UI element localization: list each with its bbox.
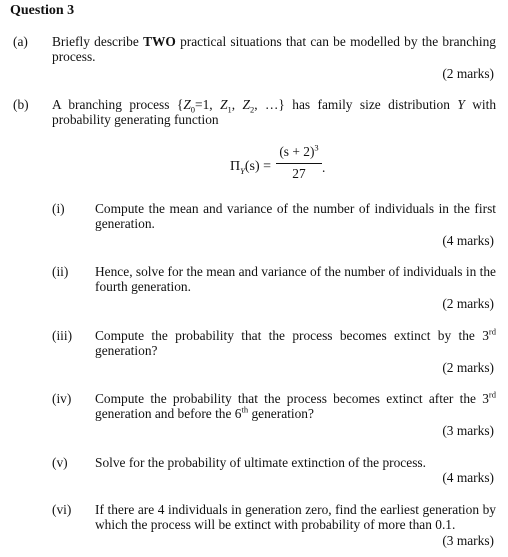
subpart-iv-sup-b: th [241, 404, 249, 415]
formula-argument: (s) = [244, 159, 272, 174]
z1-symbol: Z [220, 97, 228, 112]
pi-subscript: Y [240, 165, 245, 176]
part-b-text-3: , [231, 97, 243, 112]
z2-subscript: 2 [250, 104, 255, 115]
formula-end: . [322, 160, 326, 175]
part-a-text-suffix: practical situations that can be modelled by the branching process. [52, 34, 496, 64]
subpart-vi-text: If there are 4 individuals in generation zero, find the earliest generation by which the process will be extinct with probability of more than 0.1. [95, 502, 496, 532]
question-heading: Question 3 [10, 3, 75, 18]
formula-lhs [230, 159, 271, 175]
subpart-ii-marks: (2 marks) [442, 296, 494, 311]
pi-symbol: Π [230, 159, 241, 174]
part-b-text-1: A branching process { [52, 97, 184, 112]
fraction-bar [276, 163, 322, 164]
part-a-text [52, 34, 496, 64]
part-a-label: (a) [13, 34, 28, 49]
subpart-iv-marks: (3 marks) [442, 423, 494, 438]
part-a-text-prefix: Briefly describe [52, 34, 144, 49]
subpart-iv-sup-a: rd [488, 389, 496, 400]
z0-symbol: Z [183, 97, 191, 112]
subpart-ii-text: Hence, solve for the mean and variance of the number of individuals in the fourth generation. [95, 264, 496, 294]
subpart-vi-marks: (3 marks) [442, 533, 494, 548]
part-b-text-4: , …} has family size distribution [254, 97, 458, 112]
subpart-iii-text [95, 328, 496, 358]
subpart-iv-text-a: Compute the probability that the process becomes extinct after the 3 [95, 391, 489, 406]
z0-subscript: 0 [190, 104, 196, 115]
formula-denominator: 27 [292, 166, 306, 181]
z2-symbol: Z [242, 97, 250, 112]
part-b-text [52, 97, 496, 127]
part-b-text-2: =1, [195, 97, 221, 112]
part-b-label: (b) [13, 97, 29, 112]
formula-fraction [276, 144, 322, 182]
part-a-text-bold: TWO [143, 34, 176, 49]
part-a-marks: (2 marks) [442, 66, 494, 81]
subpart-iv-text-b: generation and before the 6 [95, 406, 242, 421]
subpart-iii-text-a: Compute the probability that the process becomes extinct by the 3 [95, 328, 489, 343]
subpart-iii-marks: (2 marks) [442, 360, 494, 375]
subpart-v-text: Solve for the probability of ultimate extinction of the process. [95, 455, 426, 470]
formula-numerator [276, 144, 322, 160]
subpart-iii-sup: rd [488, 326, 496, 337]
numerator-base: (s + 2) [279, 144, 315, 159]
subpart-iv-text [95, 391, 496, 421]
z1-subscript: 1 [227, 104, 232, 115]
subpart-v-marks: (4 marks) [442, 470, 494, 485]
subpart-i-marks: (4 marks) [442, 233, 494, 248]
part-b-text-5: with probability generating function [52, 97, 497, 127]
pgf-formula [230, 142, 340, 188]
y-variable: Y [457, 97, 465, 112]
subpart-ii-label: (ii) [52, 264, 69, 279]
subpart-v-label: (v) [52, 455, 68, 470]
subpart-i-label: (i) [52, 201, 65, 216]
subpart-iv-text-c: generation? [248, 406, 314, 421]
subpart-iii-label: (iii) [52, 328, 73, 343]
subpart-vi-label: (vi) [52, 502, 72, 517]
subpart-iv-label: (iv) [52, 391, 72, 406]
subpart-i-text: Compute the mean and variance of the number of individuals in the first generation. [95, 201, 496, 231]
subpart-iii-text-b: generation? [95, 343, 158, 358]
numerator-exponent: 3 [314, 142, 319, 153]
